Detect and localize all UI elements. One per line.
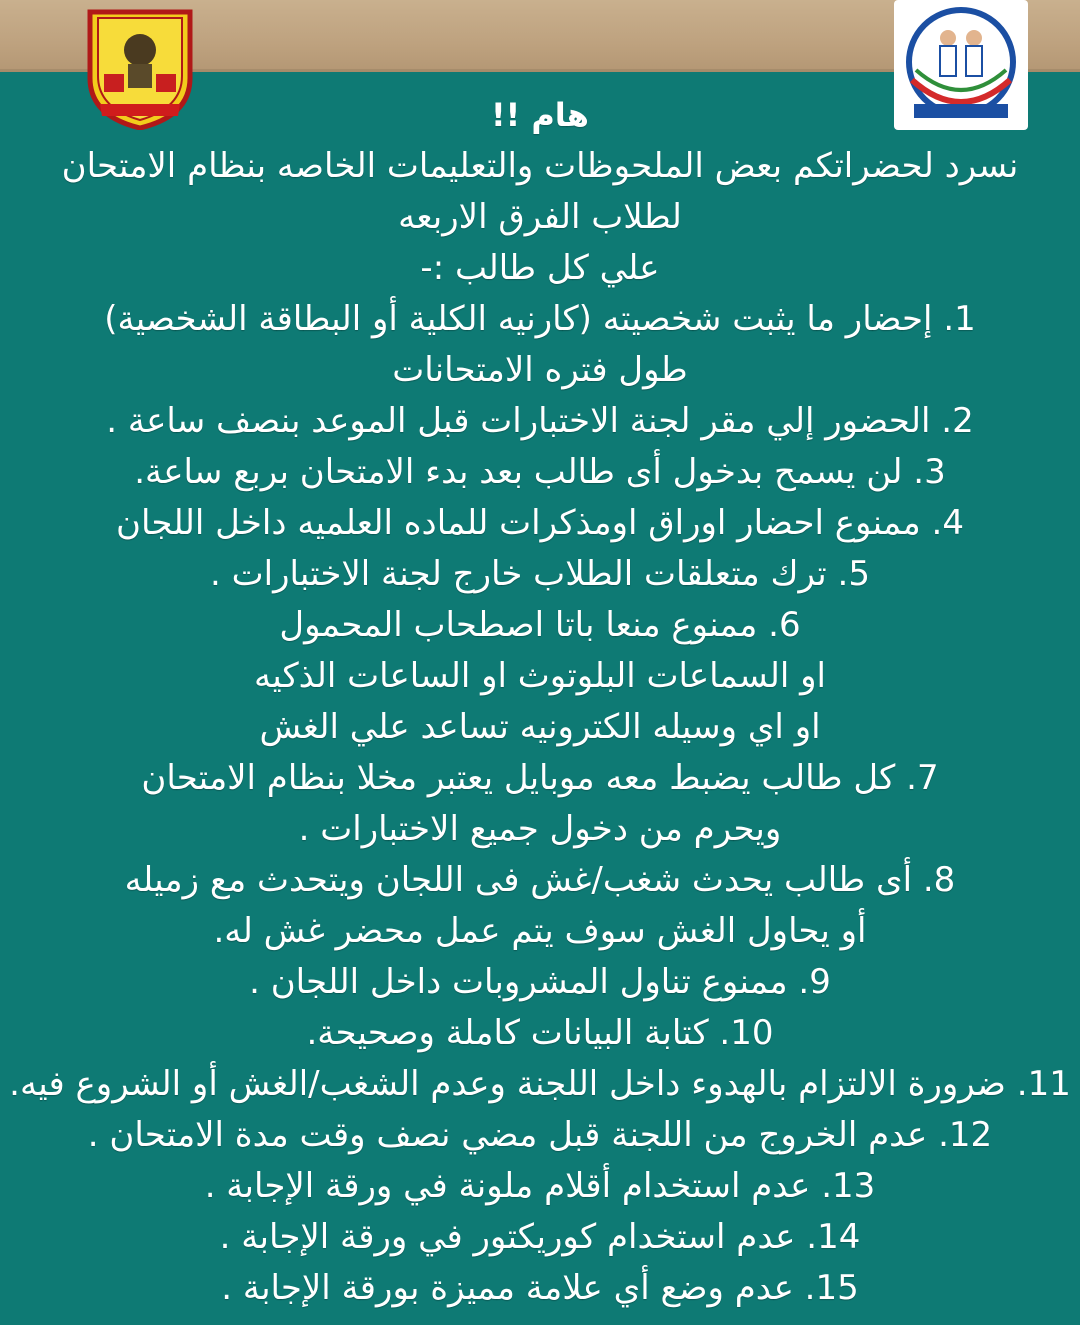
instruction-line bbox=[0, 1059, 1080, 1110]
instruction-list bbox=[0, 294, 1080, 1314]
instruction-line bbox=[0, 753, 1080, 804]
instruction-line bbox=[0, 1110, 1080, 1161]
instruction-text: ترك متعلقات الطلاب خارج لجنة الاختبارات . bbox=[210, 554, 827, 594]
instruction-number: 9. bbox=[787, 962, 831, 1002]
instruction-line bbox=[0, 1263, 1080, 1314]
instruction-line bbox=[0, 702, 1080, 753]
instruction-number: 3. bbox=[902, 452, 946, 492]
instruction-text: الحضور إلي مقر لجنة الاختبارات قبل الموعد بنصف ساعة . bbox=[106, 401, 931, 441]
notice-body bbox=[0, 90, 1080, 1314]
instruction-number: 6. bbox=[757, 605, 801, 645]
notice-title: هام !! bbox=[491, 96, 589, 134]
instruction-line bbox=[0, 600, 1080, 651]
instruction-text: ممنوع منعا باتا اصطحاب المحمول bbox=[279, 605, 758, 645]
instruction-number: 11. bbox=[1005, 1064, 1071, 1104]
notice-intro-line-2: لطلاب الفرق الاربعه bbox=[398, 197, 682, 237]
instruction-text: عدم الخروج من اللجنة قبل مضي نصف وقت مدة الامتحان . bbox=[87, 1115, 928, 1155]
instruction-text: لن يسمح بدخول أى طالب بعد بدء الامتحان بربع ساعة. bbox=[134, 452, 903, 492]
instruction-text: عدم وضع أي علامة مميزة بورقة الإجابة . bbox=[221, 1268, 794, 1308]
notice-intro-line-3: علي كل طالب :- bbox=[420, 248, 660, 288]
instruction-text: طول فتره الامتحانات bbox=[392, 350, 688, 390]
instruction-text: كتابة البيانات كاملة وصحيحة. bbox=[306, 1013, 709, 1053]
instruction-text: ممنوع تناول المشروبات داخل اللجان . bbox=[249, 962, 788, 1002]
instruction-text: او اي وسيله الكترونيه تساعد علي الغش bbox=[259, 707, 821, 747]
instruction-text: عدم استخدام كوريكتور في ورقة الإجابة . bbox=[219, 1217, 796, 1257]
instruction-number: 14. bbox=[795, 1217, 861, 1257]
instruction-line bbox=[0, 396, 1080, 447]
instruction-number: 1. bbox=[932, 299, 976, 339]
instruction-line bbox=[0, 549, 1080, 600]
instruction-number: 2. bbox=[930, 401, 974, 441]
instruction-number: 12. bbox=[927, 1115, 993, 1155]
instruction-text: ضرورة الالتزام بالهدوء داخل اللجنة وعدم الشغب/الغش أو الشروع فيه. bbox=[9, 1064, 1006, 1104]
instruction-number: 13. bbox=[810, 1166, 876, 1206]
instruction-line bbox=[0, 1161, 1080, 1212]
instruction-line bbox=[0, 345, 1080, 396]
instruction-number: 4. bbox=[920, 503, 964, 543]
instruction-line bbox=[0, 1212, 1080, 1263]
instruction-line bbox=[0, 447, 1080, 498]
instruction-text: او السماعات البلوتوث او الساعات الذكيه bbox=[254, 656, 826, 696]
instruction-line bbox=[0, 804, 1080, 855]
instruction-text: ممنوع احضار اوراق اومذكرات للماده العلميه داخل اللجان bbox=[116, 503, 921, 543]
instruction-text: ويحرم من دخول جميع الاختبارات . bbox=[298, 809, 782, 849]
instruction-text: إحضار ما يثبت شخصيته (كارنيه الكلية أو البطاقة الشخصية) bbox=[104, 299, 933, 339]
instruction-text: عدم استخدام أقلام ملونة في ورقة الإجابة . bbox=[204, 1166, 811, 1206]
instruction-line bbox=[0, 906, 1080, 957]
instruction-text: كل طالب يضبط معه موبايل يعتبر مخلا بنظام الامتحان bbox=[141, 758, 896, 798]
instruction-line bbox=[0, 651, 1080, 702]
instruction-line bbox=[0, 1008, 1080, 1059]
instruction-line bbox=[0, 957, 1080, 1008]
notice-intro-line-1: نسرد لحضراتكم بعض الملحوظات والتعليمات الخاصه بنظام الامتحان bbox=[61, 146, 1019, 186]
instruction-number: 5. bbox=[826, 554, 870, 594]
instruction-line bbox=[0, 498, 1080, 549]
instruction-number: 15. bbox=[793, 1268, 859, 1308]
instruction-number: 7. bbox=[895, 758, 939, 798]
instruction-line bbox=[0, 855, 1080, 906]
instruction-text: أو يحاول الغش سوف يتم عمل محضر غش له. bbox=[213, 911, 867, 951]
instruction-text: أى طالب يحدث شغب/غش فى اللجان ويتحدث مع زميله bbox=[124, 860, 913, 900]
instruction-number: 10. bbox=[708, 1013, 774, 1053]
instruction-number: 8. bbox=[912, 860, 956, 900]
instruction-line bbox=[0, 294, 1080, 345]
